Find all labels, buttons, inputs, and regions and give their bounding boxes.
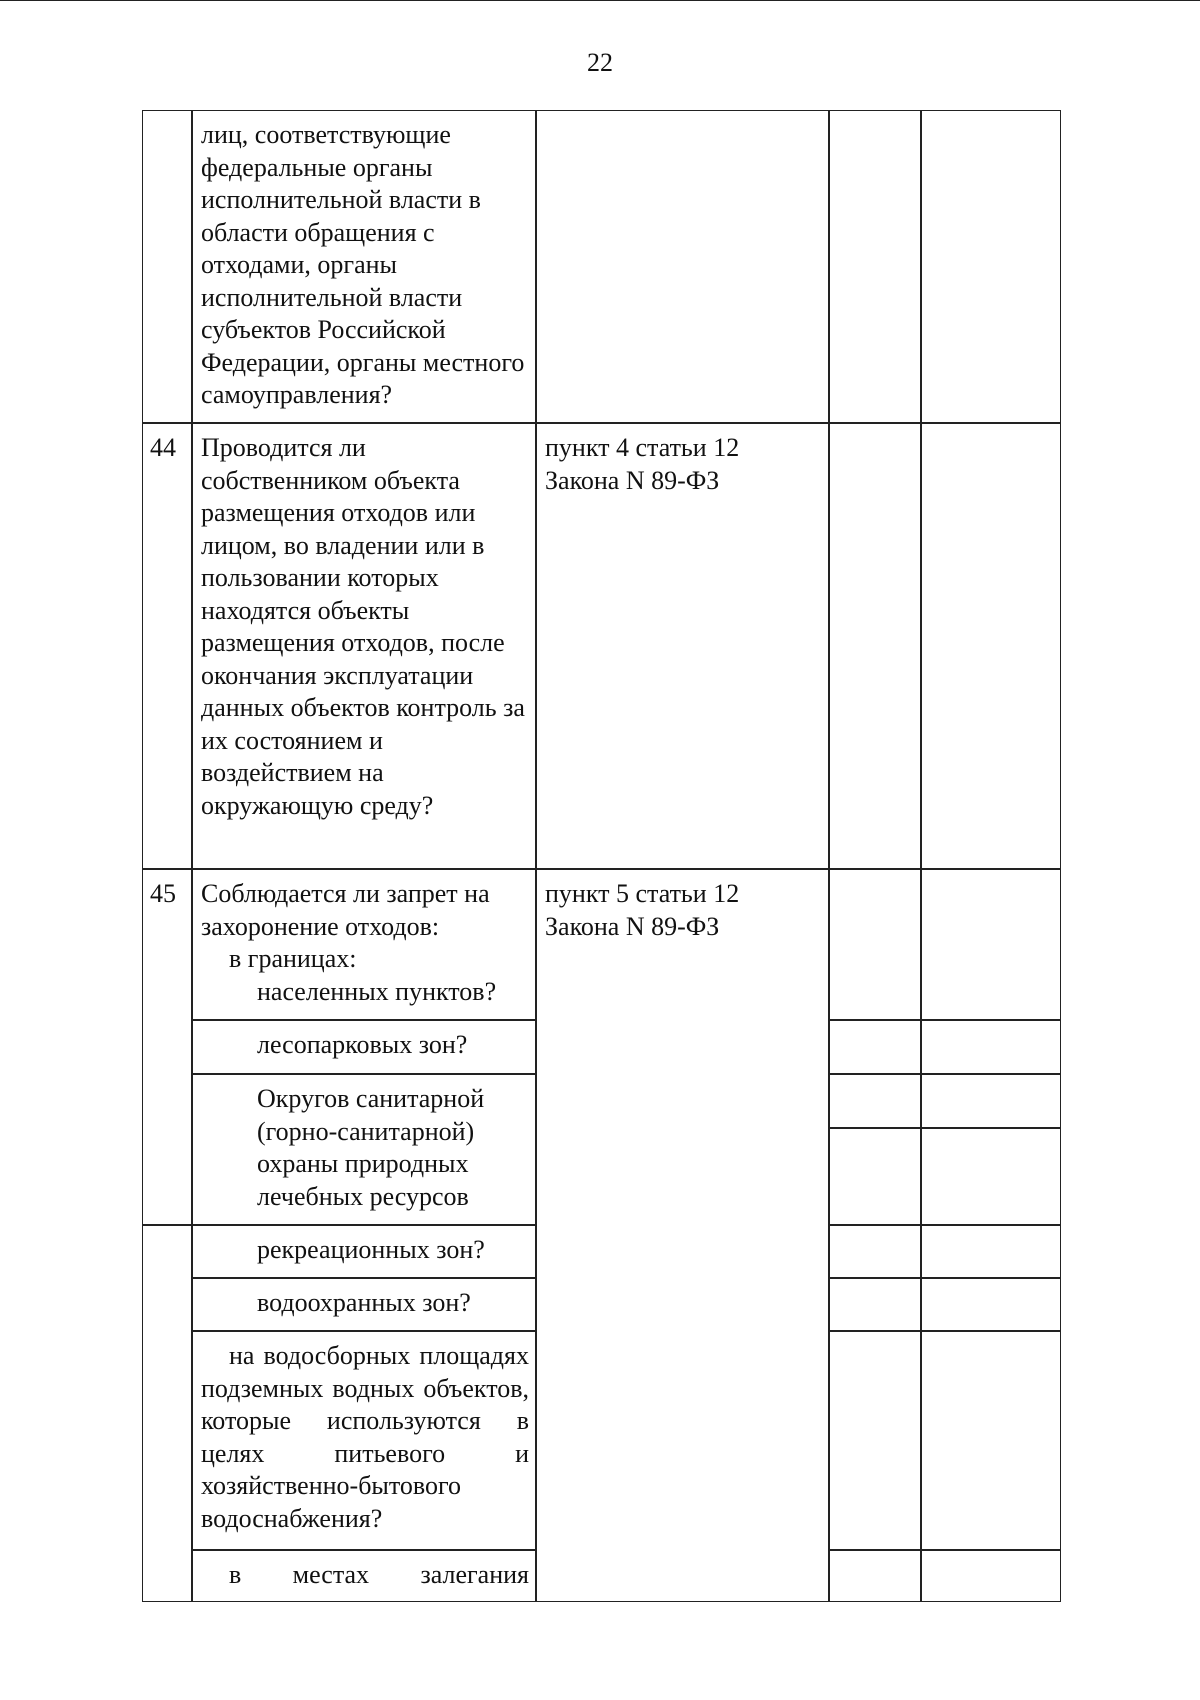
question-cell-44 xyxy=(192,423,536,869)
answer-cell-no xyxy=(921,1020,1061,1074)
checklist-table xyxy=(142,110,1061,1602)
answer-cell-no xyxy=(921,1074,1061,1128)
question-intro: Соблюдается ли запрет на захоронение отходов: xyxy=(201,879,490,941)
answer-cell-no xyxy=(921,1550,1061,1602)
item-text: водоохранных зон? xyxy=(257,1288,471,1317)
answer-cell-yes xyxy=(829,423,921,869)
item-text: лесопарковых зон? xyxy=(257,1030,468,1059)
answer-cell-yes xyxy=(829,1550,921,1602)
question-cell-45-watershed xyxy=(192,1331,536,1550)
answer-cell-no xyxy=(921,110,1061,423)
legal-reference: пункт 5 статьи 12 Закона N 89-ФЗ xyxy=(545,879,740,941)
question-text: Проводится ли собственником объекта размещения отходов или лицом, во владении или в пользовании которых находятся объекты размещения отходов, после окончания эксплуатации данных объектов контроль за их состоянием и воздействием на окружающую среду? xyxy=(201,433,525,820)
question-cell-45-sanitary xyxy=(192,1074,536,1225)
answer-cell-yes xyxy=(829,1020,921,1074)
item-paragraph: на водосборных площадях подземных водных объектов, которые используются в целях питьевого и хозяйственно-бытового водоснабжения? xyxy=(201,1341,529,1533)
question-cell-45-water-protection xyxy=(192,1278,536,1331)
answer-cell-yes xyxy=(829,110,921,423)
question-cell-continuation xyxy=(192,110,536,423)
answer-cell-no xyxy=(921,869,1061,1020)
page-number: 22 xyxy=(587,48,613,77)
item-text xyxy=(201,1340,529,1535)
answer-cell-yes xyxy=(829,1128,921,1225)
question-cell-45-recreation xyxy=(192,1225,536,1278)
answer-cell-no xyxy=(921,1225,1061,1278)
item-text: рекреационных зон? xyxy=(257,1235,485,1264)
answer-cell-yes xyxy=(829,1225,921,1278)
answer-cell-yes xyxy=(829,869,921,1020)
answer-cell-no xyxy=(921,1128,1061,1225)
answer-cell-yes xyxy=(829,1074,921,1128)
answer-cell-no xyxy=(921,1278,1061,1331)
answer-cell-no xyxy=(921,423,1061,869)
question-block xyxy=(201,878,529,1008)
num-cell-continuation xyxy=(142,110,192,423)
num-cell-45-cont xyxy=(142,1225,192,1602)
answer-cell-no xyxy=(921,1331,1061,1550)
answer-cell-yes xyxy=(829,1278,921,1331)
question-cell-45-forest-park xyxy=(192,1020,536,1074)
row-number: 45 xyxy=(150,879,176,908)
reference-cell-continuation xyxy=(536,110,829,423)
question-cell-45-settlements xyxy=(192,869,536,1020)
question-text: лиц, соответствующие федеральные органы исполнительной власти в области обращения с отходами, органы исполнительной власти субъектов Российской Федерации, органы местного самоуправления? xyxy=(201,120,525,409)
reference-cell-45 xyxy=(536,869,829,1602)
question-sub: в границах: xyxy=(229,944,357,973)
item-text: в местах залегания xyxy=(229,1560,529,1589)
num-cell-45 xyxy=(142,869,192,1225)
row-number: 44 xyxy=(150,433,176,462)
question-cell-45-deposits xyxy=(192,1550,536,1602)
scan-edge-line xyxy=(0,0,1200,1)
item-text: населенных пунктов? xyxy=(257,976,497,1006)
num-cell-44 xyxy=(142,423,192,869)
answer-cell-yes xyxy=(829,1331,921,1550)
legal-reference: пункт 4 статьи 12 Закона N 89-ФЗ xyxy=(545,433,740,495)
item-text: Округов санитарной (горно-санитарной) охраны природных лечебных ресурсов xyxy=(257,1084,485,1211)
reference-cell-44 xyxy=(536,423,829,869)
